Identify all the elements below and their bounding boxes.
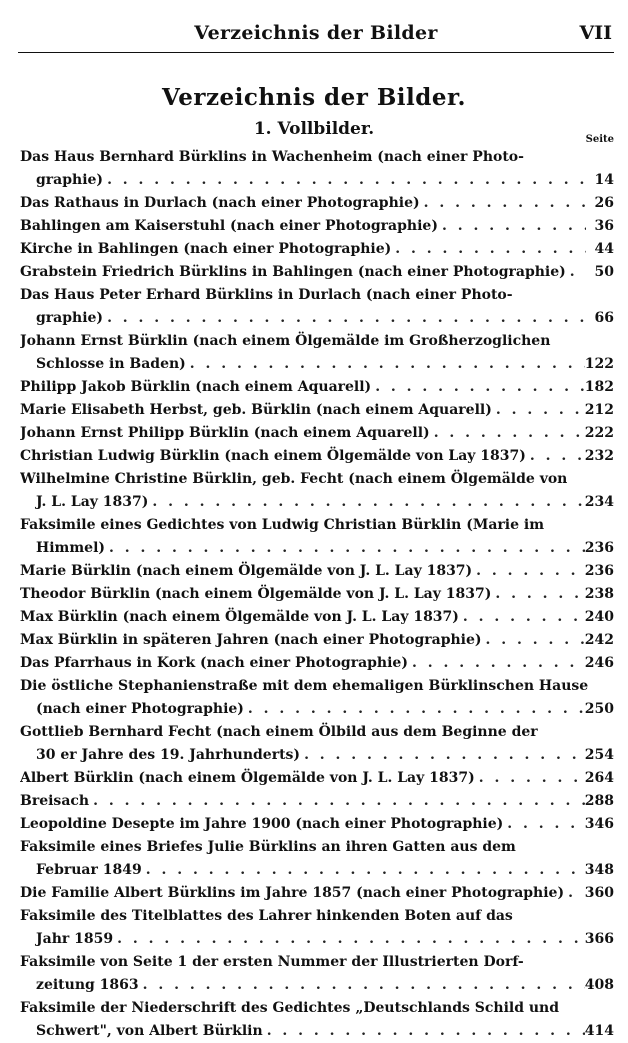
list-item — [20, 629, 614, 652]
dot-leader — [186, 353, 585, 376]
entry-line — [20, 836, 614, 859]
entry-title: Faksimile eines Gedichtes von Ludwig Christian Bürklin (Marie im — [20, 517, 545, 533]
list-item — [20, 560, 614, 583]
entry-page-number: 236 — [584, 563, 614, 579]
dot-leader — [492, 399, 585, 422]
entry-title: Februar 1849 — [36, 862, 142, 878]
list-item — [20, 445, 614, 468]
entry-title: (nach einer Photographie) — [36, 701, 244, 717]
dot-leader — [139, 974, 585, 997]
entry-line — [20, 652, 614, 675]
entry-title: Gottlieb Bernhard Fecht (nach einem Ölbild aus dem Beginne der — [20, 724, 538, 740]
page-number: VII — [579, 22, 612, 44]
entry-title: J. L. Lay 1837) — [36, 494, 149, 510]
entry-page-number: 44 — [594, 241, 614, 257]
entry-page-number: 346 — [584, 816, 614, 832]
entry-line — [20, 284, 614, 307]
list-item — [20, 583, 614, 606]
entry-title: Die Familie Albert Bürklins im Jahre 1857 (nach einer Photographie) — [20, 885, 565, 901]
entry-title: Das Haus Peter Erhard Bürklins in Durlach (nach einer Photo- — [20, 287, 513, 303]
list-item — [20, 399, 614, 422]
entry-title: graphie) — [36, 172, 104, 188]
entry-page-number: 408 — [584, 977, 614, 993]
entry-title: Max Bürklin (nach einem Ölgemälde von J. L. Lay 1837) — [20, 609, 459, 625]
entry-page-number: 236 — [584, 540, 614, 556]
dot-leader — [526, 445, 585, 468]
dot-leader — [371, 376, 585, 399]
entry-title: Marie Bürklin (nach einem Ölgemälde von J. L. Lay 1837) — [20, 563, 473, 579]
entry-page-number: 50 — [594, 264, 614, 280]
entry-line — [20, 905, 614, 928]
list-item — [20, 836, 614, 882]
entry-page-number: 66 — [594, 310, 614, 326]
entry-title: Bahlingen am Kaiserstuhl (nach einer Photographie) — [20, 218, 438, 234]
list-item — [20, 146, 614, 192]
entry-title: Das Rathaus in Durlach (nach einer Photographie) — [20, 195, 420, 211]
entry-title: Leopoldine Desepte im Jahre 1900 (nach einer Photographie) — [20, 816, 504, 832]
list-item — [20, 238, 614, 261]
entry-line — [20, 606, 614, 629]
entry-line — [20, 307, 614, 330]
entry-title: Max Bürklin in späteren Jahren (nach einer Photographie) — [20, 632, 482, 648]
list-item — [20, 997, 614, 1043]
list-item — [20, 905, 614, 951]
dot-leader — [420, 192, 586, 215]
entry-title: Breisach — [20, 793, 90, 809]
list-item — [20, 882, 614, 905]
entry-line — [20, 882, 614, 905]
entry-page-number: 288 — [584, 793, 614, 809]
list-item — [20, 422, 614, 445]
entry-line — [20, 1020, 614, 1043]
entry-page-number: 246 — [584, 655, 614, 671]
list-item — [20, 215, 614, 238]
entry-title: Schwert", von Albert Bürklin — [36, 1023, 263, 1039]
entry-title: Das Pfarrhaus in Kork (nach einer Photographie) — [20, 655, 408, 671]
list-item — [20, 376, 614, 399]
entry-line — [20, 399, 614, 422]
entry-page-number: 234 — [584, 494, 614, 510]
entry-line — [20, 376, 614, 399]
entry-title: Christian Ludwig Bürklin (nach einem Ölgemälde von Lay 1837) — [20, 448, 526, 464]
entry-page-number: 348 — [584, 862, 614, 878]
dot-leader — [475, 767, 585, 790]
entry-title: Johann Ernst Philipp Bürklin (nach einem Aquarell) — [20, 425, 430, 441]
dot-leader — [142, 859, 585, 882]
dot-leader — [491, 583, 584, 606]
entry-title: zeitung 1863 — [36, 977, 139, 993]
entry-page-number: 122 — [584, 356, 614, 372]
running-head-title: Verzeichnis der Bilder — [194, 22, 438, 44]
dot-leader — [503, 813, 584, 836]
dot-leader — [459, 606, 585, 629]
dot-leader — [391, 238, 586, 261]
entry-line — [20, 353, 614, 376]
list-item — [20, 261, 614, 284]
list-item — [20, 813, 614, 836]
entry-page-number: 238 — [584, 586, 614, 602]
dot-leader — [430, 422, 585, 445]
section-heading: 1. Vollbilder. — [253, 119, 375, 139]
entry-title: Albert Bürklin (nach einem Ölgemälde von J. L. Lay 1837) — [20, 770, 475, 786]
entry-line — [20, 169, 614, 192]
list-item — [20, 675, 614, 721]
entry-line — [20, 997, 614, 1020]
entry-page-number: 14 — [594, 172, 614, 188]
dot-leader — [564, 882, 585, 905]
entry-line — [20, 928, 614, 951]
entry-title: Himmel) — [36, 540, 106, 556]
entry-page-number: 212 — [584, 402, 614, 418]
list-item — [20, 652, 614, 675]
list-item — [20, 330, 614, 376]
dot-leader — [438, 215, 586, 238]
entry-line — [20, 744, 614, 767]
entry-title: Schlosse in Baden) — [36, 356, 186, 372]
entry-title: Die östliche Stephanienstraße mit dem ehemaligen Bürklinschen Hause — [20, 678, 589, 694]
entry-title: Kirche in Bahlingen (nach einer Photographie) — [20, 241, 392, 257]
dot-leader — [482, 629, 585, 652]
page-column-label: Seite — [585, 134, 614, 145]
entry-title: Jahr 1859 — [36, 931, 114, 947]
entry-line — [20, 583, 614, 606]
entry-title: graphie) — [36, 310, 104, 326]
entry-line — [20, 491, 614, 514]
list-item — [20, 468, 614, 514]
list-item — [20, 606, 614, 629]
dot-leader — [105, 537, 585, 560]
entry-title: Faksimile eines Briefes Julie Bürklins an ihren Gatten aus dem — [20, 839, 516, 855]
entry-line — [20, 767, 614, 790]
dot-leader — [89, 790, 585, 813]
entry-line — [20, 721, 614, 744]
entry-title: Das Haus Bernhard Bürklins in Wachenheim (nach einer Photo- — [20, 149, 524, 165]
entry-page-number: 360 — [584, 885, 614, 901]
entry-title: Wilhelmine Christine Bürklin, geb. Fecht (nach einem Ölgemälde von — [20, 471, 568, 487]
entry-line — [20, 537, 614, 560]
illustration-list — [20, 146, 614, 1043]
dot-leader — [148, 491, 584, 514]
entry-page-number: 366 — [584, 931, 614, 947]
entry-page-number: 414 — [584, 1023, 614, 1039]
list-item — [20, 192, 614, 215]
entry-page-number: 254 — [584, 747, 614, 763]
entry-line — [20, 330, 614, 353]
entry-page-number: 242 — [584, 632, 614, 648]
dot-leader — [113, 928, 585, 951]
list-item — [20, 284, 614, 330]
entry-line — [20, 468, 614, 491]
entry-page-number: 36 — [594, 218, 614, 234]
entry-line — [20, 215, 614, 238]
page-title: Verzeichnis der Bilder. — [161, 84, 467, 111]
entry-line — [20, 422, 614, 445]
entry-line — [20, 192, 614, 215]
list-item — [20, 721, 614, 767]
list-item — [20, 767, 614, 790]
entry-title: Faksimile von Seite 1 der ersten Nummer der Illustrierten Dorf- — [20, 954, 524, 970]
entry-line — [20, 261, 614, 284]
running-head — [18, 18, 614, 53]
dot-leader — [103, 307, 586, 330]
entry-page-number: 222 — [584, 425, 614, 441]
dot-leader — [566, 261, 586, 284]
list-item — [20, 514, 614, 560]
entry-page-number: 26 — [594, 195, 614, 211]
dot-leader — [263, 1020, 585, 1043]
entry-line — [20, 790, 614, 813]
entry-line — [20, 146, 614, 169]
dot-leader — [103, 169, 586, 192]
entry-page-number: 232 — [584, 448, 614, 464]
entry-line — [20, 675, 614, 698]
entry-title: Faksimile des Titelblattes des Lahrer hinkenden Boten auf das — [20, 908, 513, 924]
entry-line — [20, 560, 614, 583]
dot-leader — [408, 652, 585, 675]
entry-line — [20, 698, 614, 721]
entry-line — [20, 813, 614, 836]
entry-line — [20, 974, 614, 997]
entry-line — [20, 951, 614, 974]
dot-leader — [472, 560, 585, 583]
entry-title: Philipp Jakob Bürklin (nach einem Aquarell) — [20, 379, 372, 395]
entry-page-number: 240 — [584, 609, 614, 625]
entry-line — [20, 445, 614, 468]
entry-line — [20, 629, 614, 652]
entry-page-number: 182 — [584, 379, 614, 395]
entry-line — [20, 859, 614, 882]
entry-title: 30 er Jahre des 19. Jahrhunderts) — [36, 747, 301, 763]
entry-line — [20, 514, 614, 537]
entry-page-number: 264 — [584, 770, 614, 786]
entry-title: Johann Ernst Bürklin (nach einem Ölgemälde im Großherzoglichen — [20, 333, 551, 349]
entry-title: Grabstein Friedrich Bürklins in Bahlingen (nach einer Photographie) — [20, 264, 566, 280]
dot-leader — [300, 744, 585, 767]
entry-title: Theodor Bürklin (nach einem Ölgemälde von J. L. Lay 1837) — [20, 586, 492, 602]
entry-title: Marie Elisabeth Herbst, geb. Bürklin (nach einem Aquarell) — [20, 402, 492, 418]
list-item — [20, 790, 614, 813]
list-item — [20, 951, 614, 997]
entry-page-number: 250 — [584, 701, 614, 717]
dot-leader — [244, 698, 585, 721]
entry-title: Faksimile der Niederschrift des Gedichtes „Deutschlands Schild und — [20, 1000, 560, 1016]
entry-line — [20, 238, 614, 261]
